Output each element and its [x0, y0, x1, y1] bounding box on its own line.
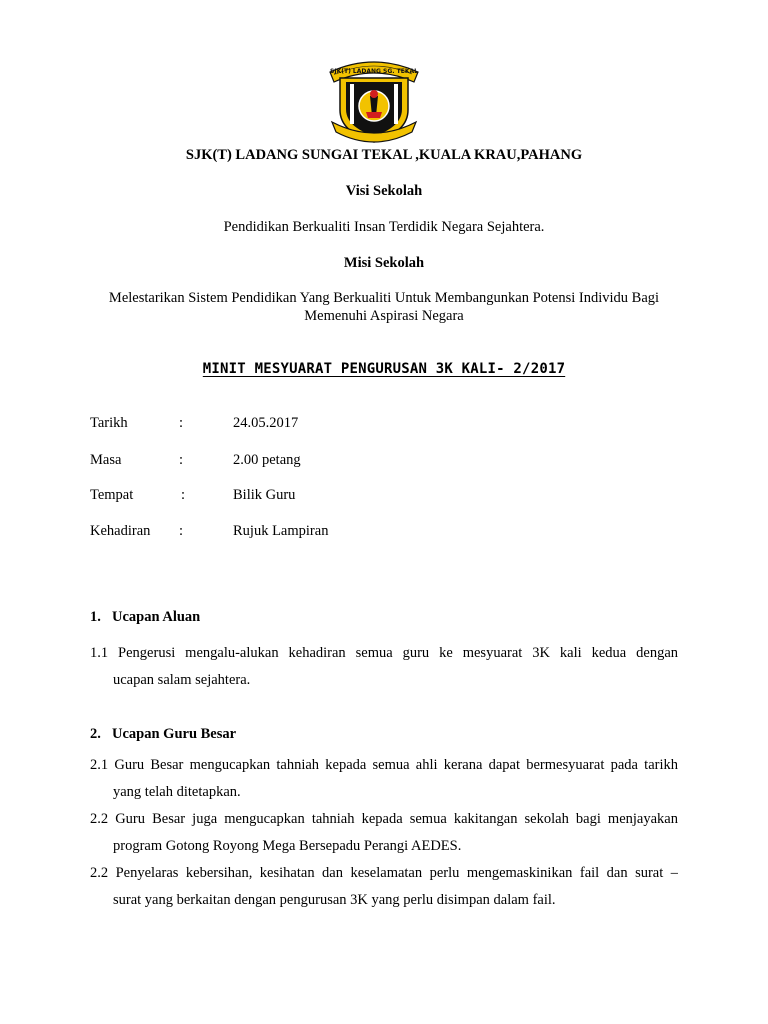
misi-text-line1: Melestarikan Sistem Pendidikan Yang Berkualiti Untuk Membangunkan Potensi Individu Bagi: [108, 290, 660, 306]
detail-value-tempat: Bilik Guru: [233, 487, 296, 503]
section-title: Ucapan Guru Besar: [112, 726, 237, 742]
visi-text: Pendidikan Berkualiti Insan Terdidik Negara Sejahtera.: [223, 219, 545, 235]
item-line-continuation: yang telah ditetapkan.: [113, 784, 241, 800]
section-heading-ucapan-aluan: [90, 609, 200, 626]
school-crest-logo: [326, 56, 422, 144]
detail-label-tempat: Tempat: [90, 487, 134, 503]
item-line: 2.2 Penyelaras kebersihan, kesihatan dan keselamatan perlu mengemaskinikan fail dan surat –: [90, 865, 678, 881]
school-name: SJK(T) LADANG SUNGAI TEKAL ,KUALA KRAU,PAHANG: [185, 147, 583, 163]
item-1-1: [90, 640, 678, 694]
detail-value-masa: 2.00 petang: [233, 452, 301, 468]
detail-colon: :: [179, 452, 184, 468]
item-line: 2.1 Guru Besar mengucapkan tahniah kepada semua ahli kerana dapat bermesyuarat pada tarikh: [90, 757, 678, 773]
section-number: 1.: [90, 609, 101, 625]
item-line: 1.1 Pengerusi mengalu-alukan kehadiran semua guru ke mesyuarat 3K kali kedua dengan: [90, 645, 678, 661]
item-2-2: [90, 806, 678, 860]
item-2-1: [90, 752, 678, 806]
detail-label-masa: Masa: [90, 452, 122, 468]
minutes-title: MINIT MESYUARAT PENGURUSAN 3K KALI- 2/2017: [202, 361, 566, 377]
detail-value-kehadiran: Rujuk Lampiran: [233, 523, 329, 539]
item-line: 2.2 Guru Besar juga mengucapkan tahniah kepada semua kakitangan sekolah bagi menjayakan: [90, 811, 678, 827]
item-2-3: [90, 860, 678, 914]
item-line-continuation: ucapan salam sejahtera.: [113, 672, 251, 688]
crest-icon: [326, 56, 422, 144]
logo-banner-text: SJK(T) LADANG SG. TEKAL: [330, 68, 418, 75]
detail-colon: :: [179, 523, 184, 539]
misi-text-line2: Memenuhi Aspirasi Negara: [304, 308, 464, 324]
detail-colon: :: [179, 415, 184, 431]
detail-colon: :: [181, 487, 186, 503]
misi-heading: Misi Sekolah: [343, 255, 425, 271]
detail-label-tarikh: Tarikh: [90, 415, 128, 431]
detail-label-kehadiran: Kehadiran: [90, 523, 151, 539]
section-number: 2.: [90, 726, 101, 742]
item-line-continuation: surat yang berkaitan dengan pengurusan 3K yang perlu disimpan dalam fail.: [113, 892, 556, 908]
detail-value-tarikh: 24.05.2017: [233, 415, 299, 431]
item-line-continuation: program Gotong Royong Mega Bersepadu Perangi AEDES.: [113, 838, 462, 854]
visi-heading: Visi Sekolah: [345, 183, 423, 199]
section-heading-ucapan-guru-besar: [90, 726, 236, 743]
section-title: Ucapan Aluan: [112, 609, 201, 625]
